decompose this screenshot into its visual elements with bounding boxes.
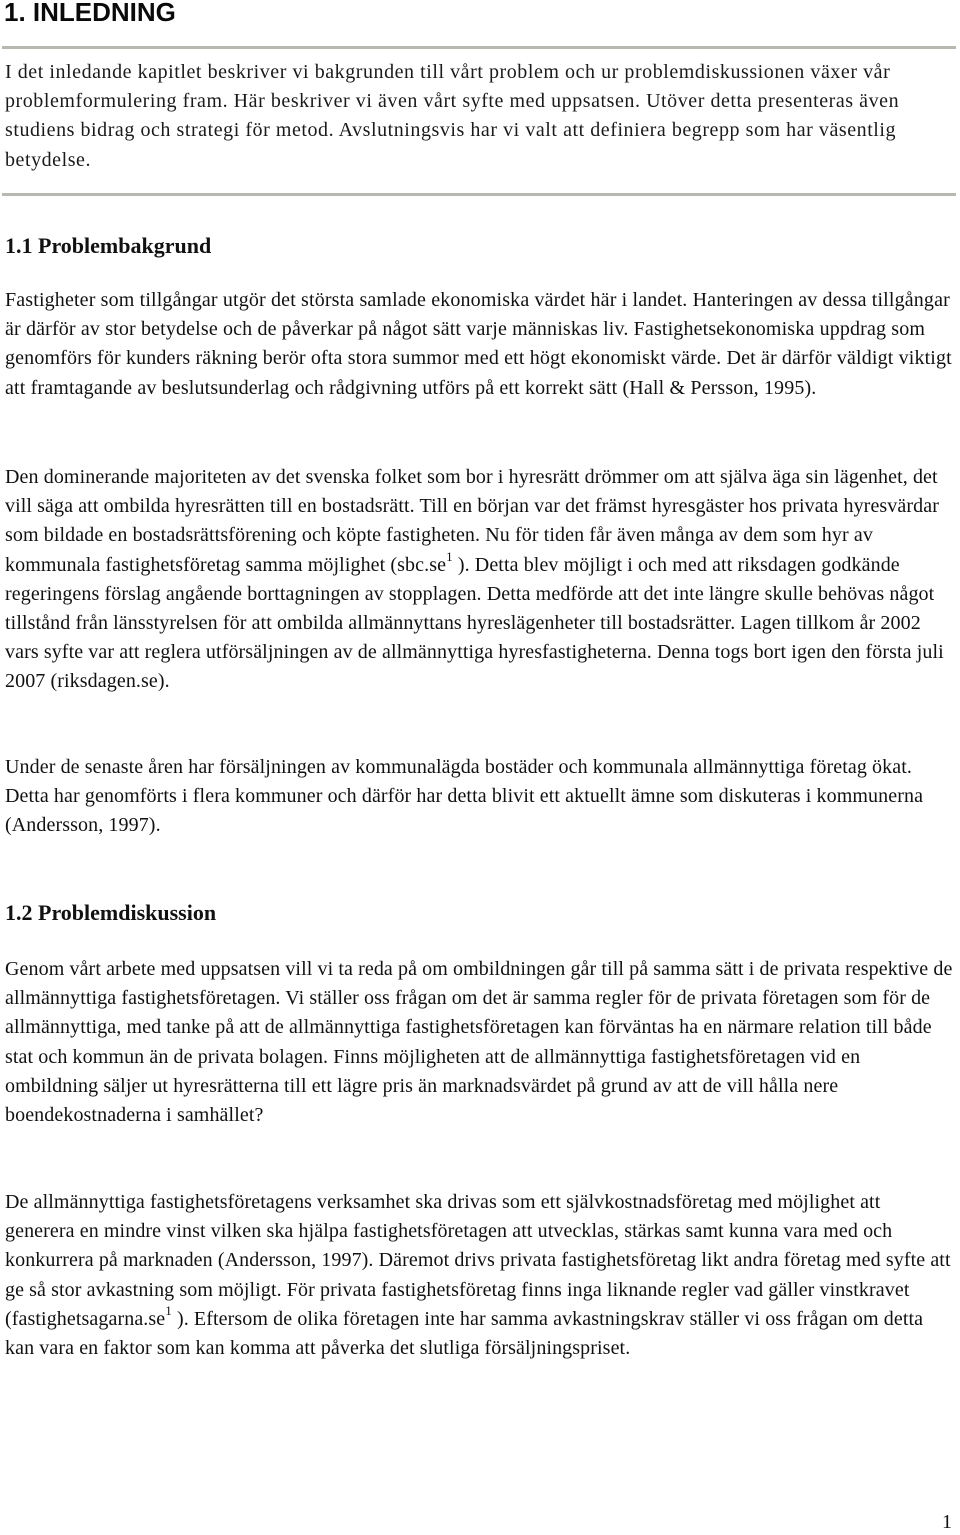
page-number: 1 — [942, 1511, 952, 1533]
top-divider — [2, 46, 956, 49]
paragraph-text: ). Detta blev möjligt i och med att riksdagen godkände regeringens förslag angående borttagningen av stopplagen. Detta medförde att det inte längre skulle behövas något tillstånd från länsstyrelsen för att ombilda allmännyttans hyreslägenheter till bostadsrätter. Lagen tillkom år 2002 vars syfte var att reglera utförsäljningen av de allmännyttiga hyresfastigheterna. Denna togs bort igen den första juli 2007 (riksdagen.se). — [5, 553, 944, 693]
section-heading-problembakgrund: 1.1 Problembakgrund — [5, 233, 212, 258]
paragraph-text: ). Eftersom de olika företagen inte har samma avkastningskrav ställer vi oss frågan om detta kan vara en faktor som kan komma att påverka det slutliga försäljningspriset. — [5, 1307, 924, 1360]
paragraph-text: Den dominerande majoriteten av det svenska folket som bor i hyresrätt drömmer om att själva äga sin lägenhet, det vill säga att ombilda hyresrätten till en bostadsrätt. Till en början var det främst hyresgäster hos privata hyresvärdar som bildade en bostadsrättsförening och köpte fastigheten. Nu för tiden får även många av dem som hyr av kommunala fastighetsföretag samma möjlighet (sbc.se — [5, 466, 939, 576]
bottom-divider — [2, 193, 956, 196]
paragraph — [5, 463, 955, 697]
paragraph-text: De allmännyttiga fastighetsföretagens verksamhet ska drivas som ett självkostnadsföretag med möjlighet att generera en mindre vinst vilken ska hjälpa fastighetsföretagen att utvecklas, stärkas samt kunna vara med och konkurrera på marknaden (Andersson, 1997). Däremot drivs privata fastighetsföretag likt andra företag med syfte att ge så stor avkastning som möjligt. För privata fastighetsföretag finns inga liknande regler vad gäller vinstkravet (fastighetsagarna.se — [5, 1191, 951, 1330]
chapter-intro: I det inledande kapitlet beskriver vi bakgrunden till vårt problem och ur problemdiskussionen växer vår problemformulering fram. Här beskriver vi även vårt syfte med uppsatsen. Utöver detta presenteras även studiens bidrag och strategi för metod. Avslutningsvis har vi valt att definiera begrepp som har väsentlig betydelse. — [5, 61, 900, 171]
paragraph: Genom vårt arbete med uppsatsen vill vi ta reda på om ombildningen går till på samma sätt i de privata respektive de allmännyttiga fastighetsföretagen. Vi ställer oss frågan om det är samma regler för de privata företagen som för de allmännyttiga, med tanke på att de allmännyttiga fastighetsföretagen kan förväntas ha en närmare relation till både stat och kommun än de privata bolagen. Finns möjligheten att de allmännyttiga fastighetsföretagen vid en ombildning säljer ut hyresrätterna till ett lägre pris än marknadsvärdet på grund av att de vill hålla nere boendekostnaderna i samhället? — [5, 958, 953, 1127]
paragraph: Fastigheter som tillgångar utgör det största samlade ekonomiska värdet här i landet. Hanteringen av dessa tillgångar är därför av stor betydelse och de påverkar på något sätt varje människas liv. Fastighetsekonomiska uppdrag som genomförs för kunders räkning berör ofta stora summor med ett högt ekonomiskt värde. Det är därför väldigt viktigt att framtagande av beslutsunderlag och rådgivning utförs på ett korrekt sätt (Hall & Persson, 1995). — [5, 289, 952, 399]
chapter-title: 1. INLEDNING — [4, 0, 176, 27]
footnote-marker: 1 — [165, 1303, 172, 1319]
paragraph — [5, 1188, 955, 1363]
section-heading-problemdiskussion: 1.2 Problemdiskussion — [5, 900, 217, 925]
paragraph: Under de senaste åren har försäljningen av kommunalägda bostäder och kommunala allmännyttiga företag ökat. Detta har genomförts i flera kommuner och därför har detta blivit ett aktuellt ämne som diskuteras i kommunerna (Andersson, 1997). — [5, 756, 924, 837]
footnote-marker: 1 — [446, 548, 453, 564]
